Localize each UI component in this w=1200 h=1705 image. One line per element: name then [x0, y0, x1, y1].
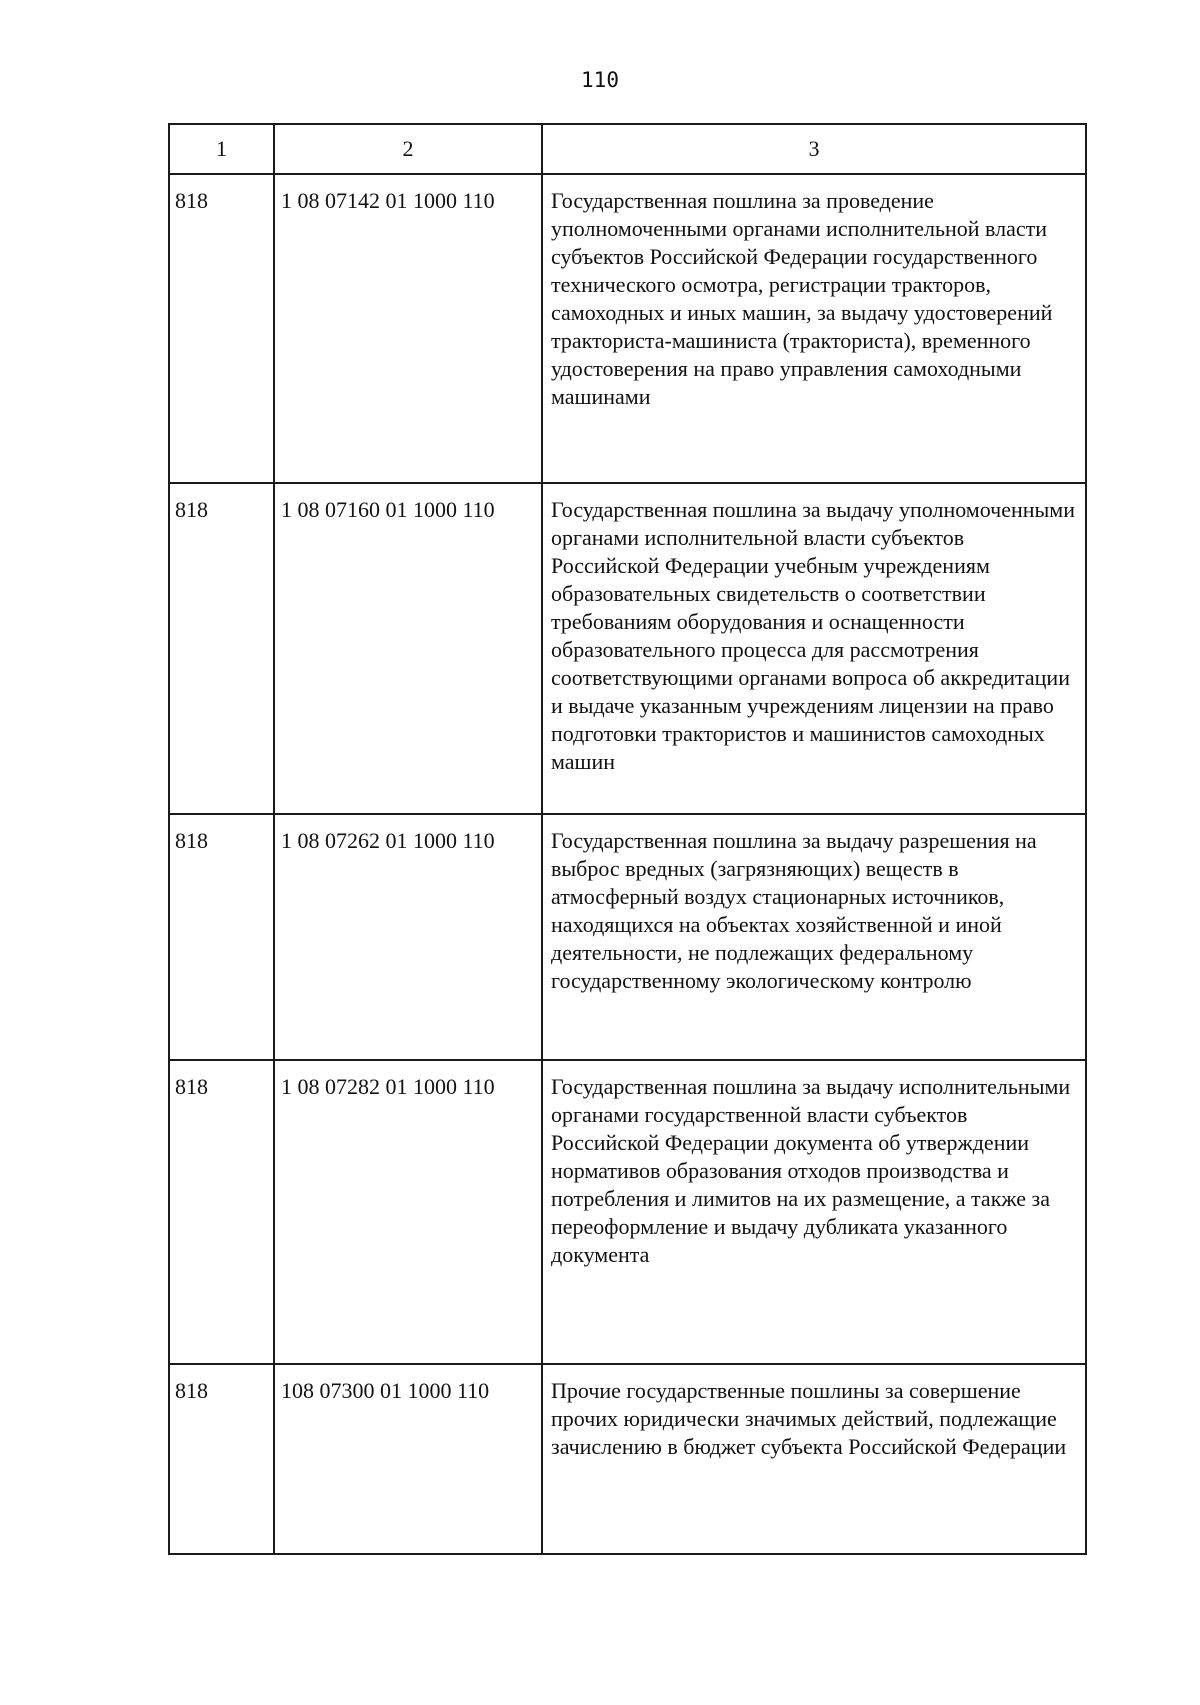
admin-code-cell: 818 [169, 1364, 274, 1554]
budget-codes-table [168, 123, 1087, 1555]
table-row [169, 1060, 1086, 1364]
description-cell: Прочие государственные пошлины за совершение прочих юридически значимых действий, подлежащие зачислению в бюджет субъекта Российской Федерации [542, 1364, 1086, 1554]
description-cell: Государственная пошлина за выдачу уполномоченными органами исполнительной власти субъектов Российской Федерации учебным учреждениям образовательных свидетельств о соответствии требованиям оборудования и оснащенности образовательного процесса для рассмотрения соответствующими органами вопроса об аккредитации и выдаче указанным учреждениям лицензии на право подготовки трактористов и машинистов самоходных машин [542, 483, 1086, 814]
table-row [169, 483, 1086, 814]
column-header-1: 1 [169, 124, 274, 174]
column-header-2: 2 [274, 124, 542, 174]
page-number: 110 [581, 68, 619, 92]
description-cell: Государственная пошлина за проведение уполномоченными органами исполнительной власти субъектов Российской Федерации государственного технического осмотра, регистрации тракторов, самоходных и иных машин, за выдачу удостоверений тракториста-машиниста (тракториста), временного удостоверения на право управления самоходными машинами [542, 174, 1086, 483]
budget-code-cell: 108 07300 01 1000 110 [274, 1364, 542, 1554]
budget-code-cell: 1 08 07262 01 1000 110 [274, 814, 542, 1060]
budget-code-cell: 1 08 07142 01 1000 110 [274, 174, 542, 483]
admin-code-cell: 818 [169, 174, 274, 483]
description-cell: Государственная пошлина за выдачу разрешения на выброс вредных (загрязняющих) веществ в атмосферный воздух стационарных источников, находящихся на объектах хозяйственной и иной деятельности, не подлежащих федеральному государственному экологическому контролю [542, 814, 1086, 1060]
column-header-3: 3 [542, 124, 1086, 174]
table-row [169, 174, 1086, 483]
table-header-row [169, 124, 1086, 174]
description-cell: Государственная пошлина за выдачу исполнительными органами государственной власти субъектов Российской Федерации документа об утверждении нормативов образования отходов производства и потребления и лимитов на их размещение, а также за переоформление и выдачу дубликата указанного документа [542, 1060, 1086, 1364]
table-row [169, 1364, 1086, 1554]
table-row [169, 814, 1086, 1060]
budget-code-cell: 1 08 07160 01 1000 110 [274, 483, 542, 814]
admin-code-cell: 818 [169, 483, 274, 814]
budget-code-cell: 1 08 07282 01 1000 110 [274, 1060, 542, 1364]
admin-code-cell: 818 [169, 814, 274, 1060]
admin-code-cell: 818 [169, 1060, 274, 1364]
